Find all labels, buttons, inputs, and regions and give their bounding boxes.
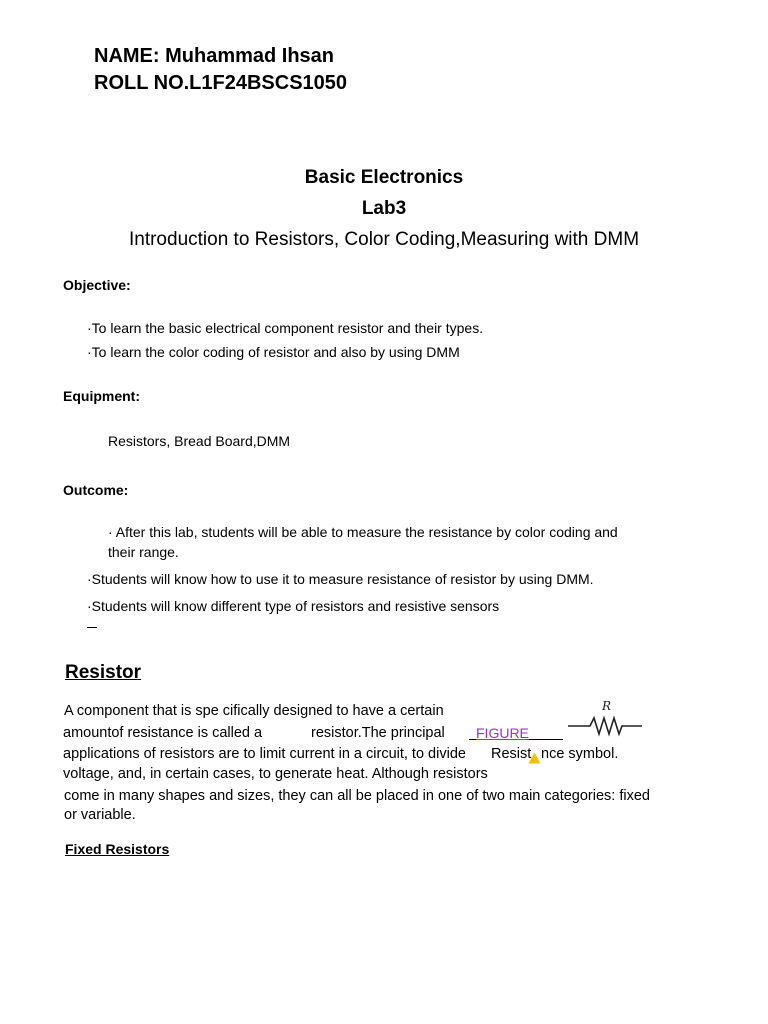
lab-topic: Introduction to Resistors, Color Coding,Measuring with DMM: [128, 229, 640, 250]
resistor-symbol-label: R: [602, 699, 612, 713]
resistor-text-line: or variable.: [64, 807, 136, 823]
student-name: NAME: Muhammad Ihsan: [94, 45, 335, 67]
resistor-symbol-icon: [564, 696, 648, 744]
roll-number: ROLL NO.L1F24BSCS1050: [94, 72, 348, 94]
figure-link[interactable]: FIGURE: [476, 725, 529, 741]
outcome-item: ·Students will know how to use it to measure resistance of resistor by using DMM.: [87, 571, 594, 587]
warning-icon[interactable]: [528, 752, 541, 764]
course-title: Basic Electronics: [304, 167, 464, 188]
resistor-text-line: amountof resistance is called a: [63, 725, 263, 741]
outcome-heading: Outcome:: [63, 482, 129, 498]
resistor-heading: Resistor: [65, 662, 142, 683]
outcome-item: ·Students will know different type of resistors and resistive sensors: [87, 598, 500, 614]
figure-caption-start: Resist: [491, 746, 532, 762]
resistor-text-line: applications of resistors are to limit current in a circuit, to divide: [63, 746, 466, 762]
resistor-text-line: come in many shapes and sizes, they can all be placed in one of two main categories: fixed: [64, 788, 650, 804]
outcome-item-line: their range.: [108, 544, 179, 560]
lab-title: Lab3: [361, 198, 407, 219]
resistor-text-line: resistor.The principal: [311, 725, 445, 741]
resistor-text-line: voltage, and, in certain cases, to generate heat. Although resistors: [63, 766, 488, 782]
equipment-heading: Equipment:: [63, 388, 140, 404]
objective-item: ·To learn the color coding of resistor and also by using DMM: [87, 344, 460, 360]
equipment-list: Resistors, Bread Board,DMM: [108, 433, 291, 449]
resistor-text-line: A component that is spe cifically designed to have a certain: [64, 703, 444, 719]
dash-mark: [87, 627, 97, 628]
objective-item: ·To learn the basic electrical component resistor and their types.: [87, 320, 484, 336]
fixed-resistors-heading: Fixed Resistors: [65, 841, 170, 857]
figure-caption-end: nce symbol.: [541, 746, 619, 762]
objective-heading: Objective:: [63, 277, 131, 293]
outcome-item-line: · After this lab, students will be able to measure the resistance by color coding and: [108, 524, 618, 540]
